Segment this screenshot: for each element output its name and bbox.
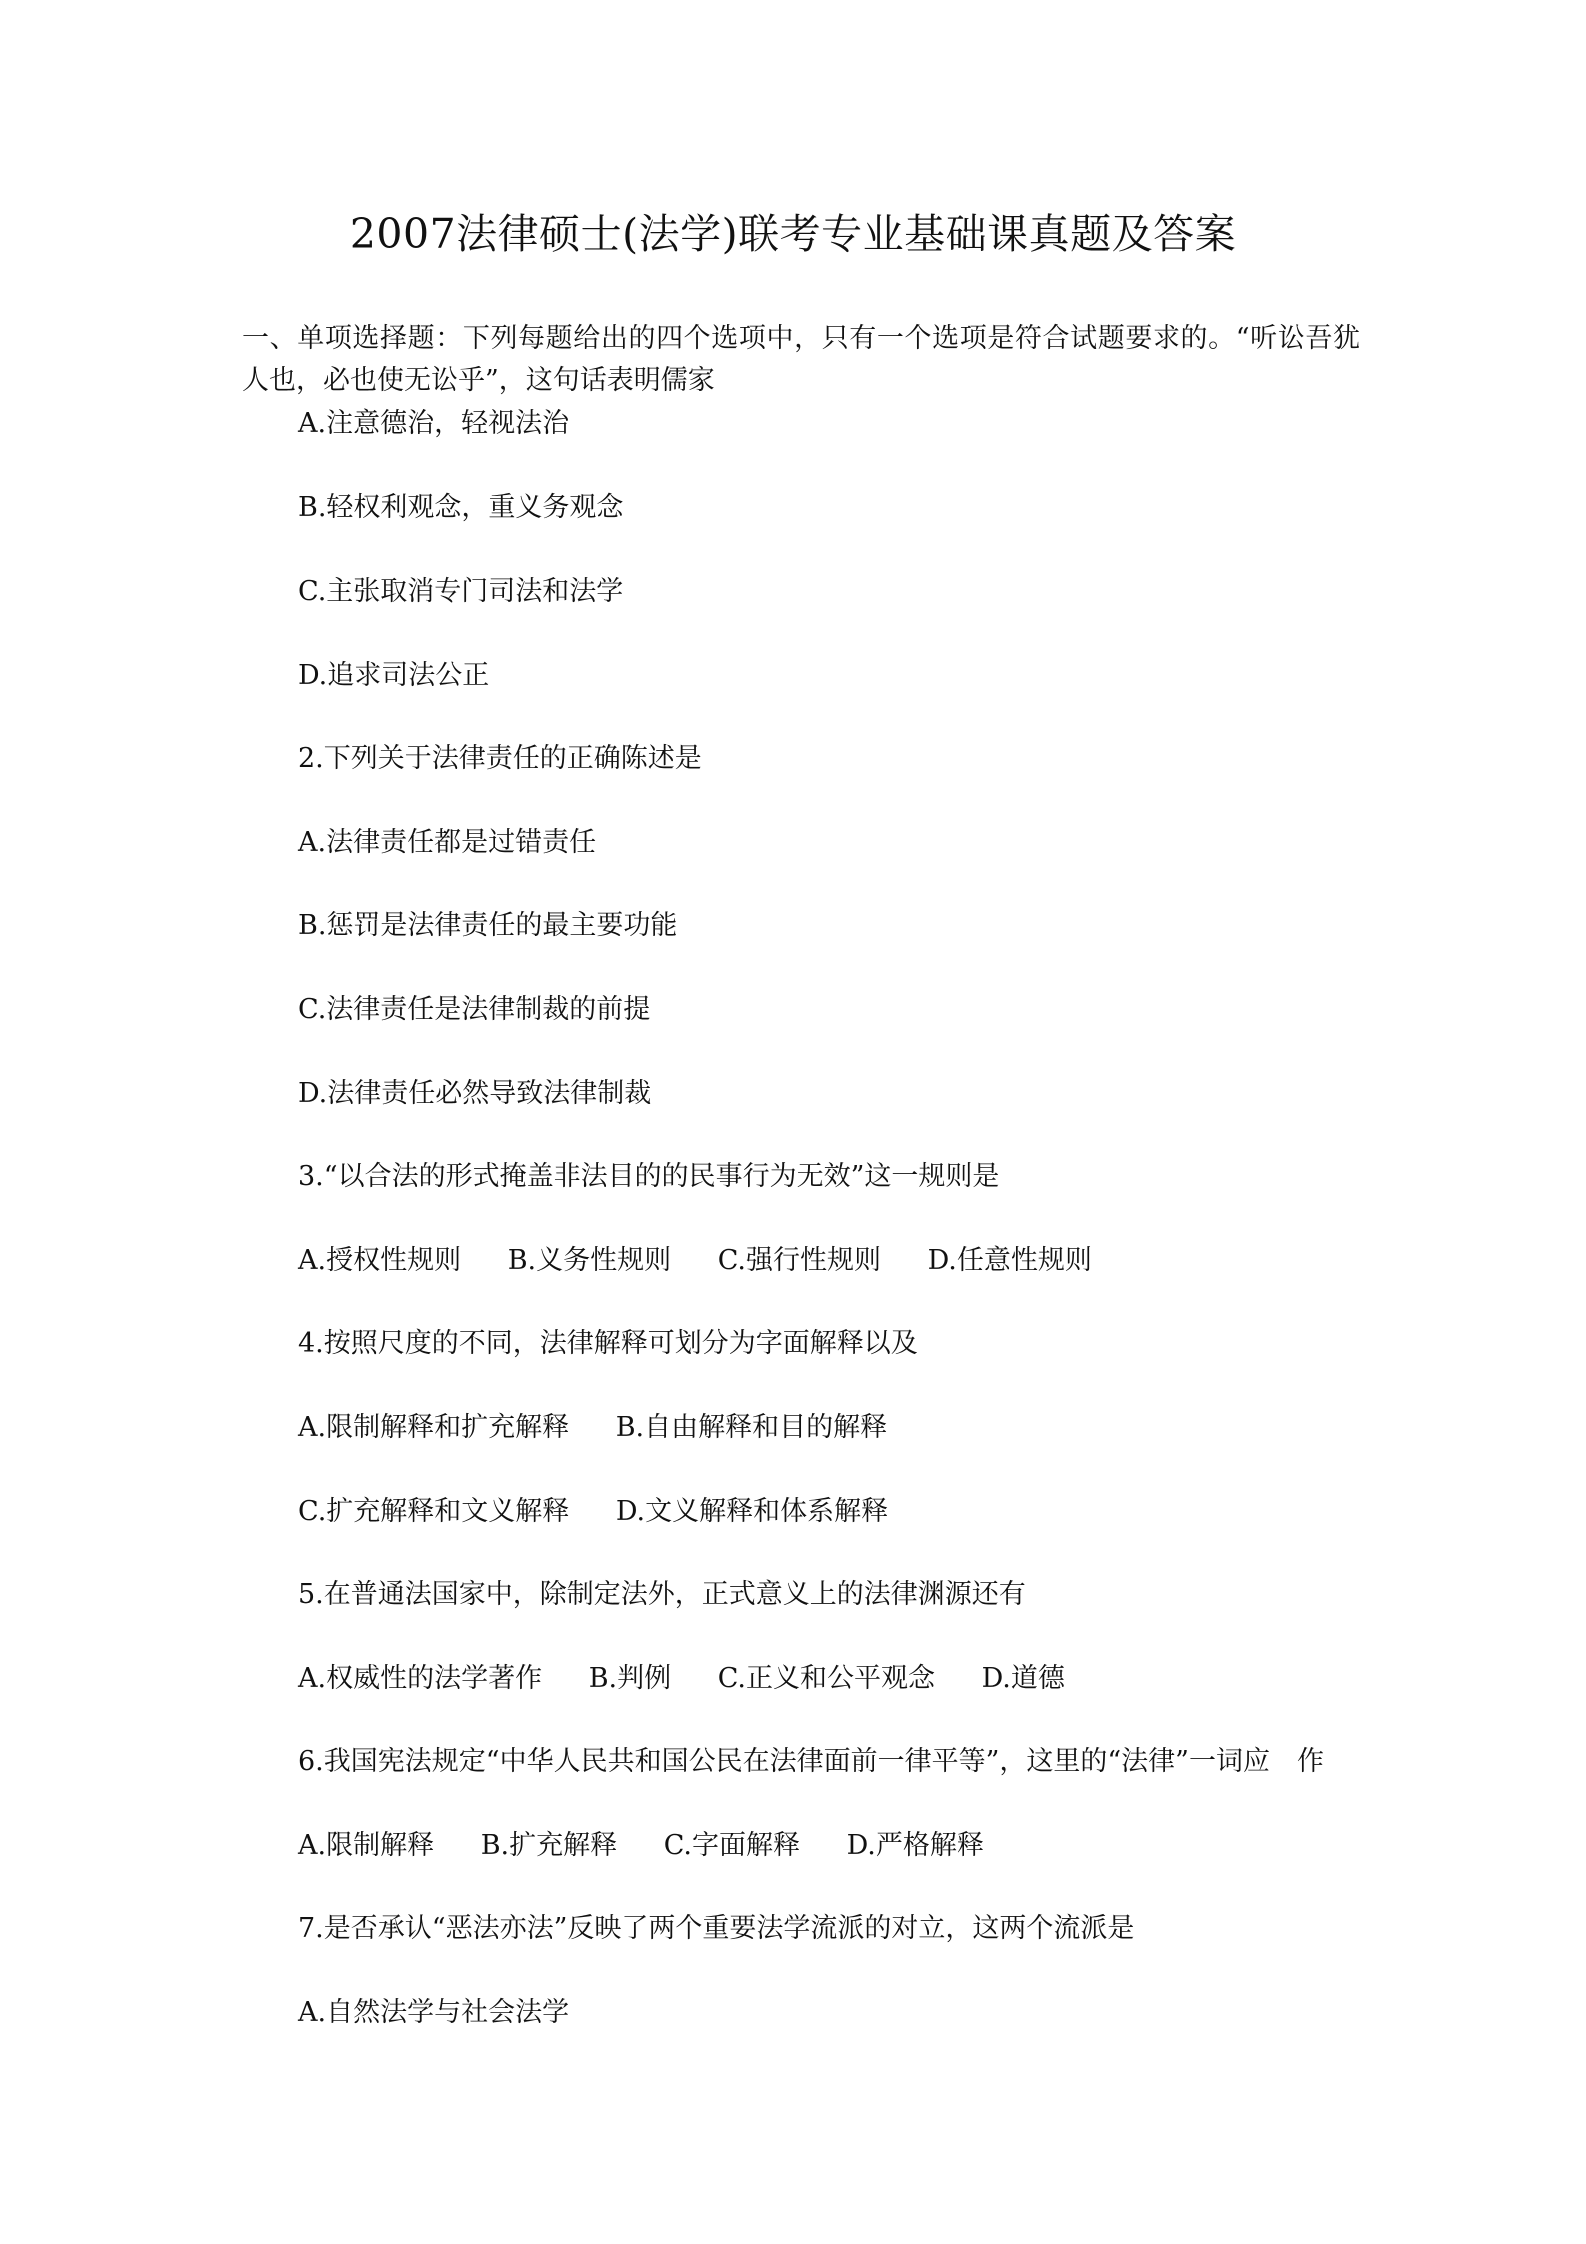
q5-option-a: A.权威性的法学著作 xyxy=(298,1663,543,1694)
q4-options-row-2 xyxy=(298,1494,888,1530)
q1-option-b: B.轻权利观念，重义务观念 xyxy=(298,492,624,523)
q6-option-d: D.严格解释 xyxy=(846,1830,984,1861)
q7-option-a: A.自然法学与社会法学 xyxy=(298,1997,570,2028)
q4-option-d: D.文义解释和体系解释 xyxy=(615,1496,889,1527)
q3-option-a: A.授权性规则 xyxy=(298,1245,462,1276)
document-title: 2007法律硕士(法学)联考专业基础课真题及答案 xyxy=(349,210,1237,258)
q4-options-row-1 xyxy=(298,1410,887,1446)
q6-stem: 6.我国宪法规定“中华人民共和国公民在法律面前一律平等”，这里的“法律”一词应 作 xyxy=(298,1746,1324,1777)
q5-option-d: D.道德 xyxy=(981,1663,1065,1694)
q6-option-a: A.限制解释 xyxy=(298,1830,435,1861)
q6-option-b: B.扩充解释 xyxy=(480,1830,618,1861)
q1-option-a: A.注意德治，轻视法治 xyxy=(298,408,570,439)
q7-stem: 7.是否承认“恶法亦法”反映了两个重要法学流派的对立，这两个流派是 xyxy=(298,1913,1135,1944)
q2-option-c: C.法律责任是法律制裁的前提 xyxy=(298,994,651,1025)
q4-option-c: C.扩充解释和文义解释 xyxy=(298,1496,570,1527)
q4-option-b: B.自由解释和目的解释 xyxy=(615,1412,888,1443)
q4-stem: 4.按照尺度的不同，法律解释可划分为字面解释以及 xyxy=(298,1328,918,1359)
section-intro: 一、单项选择题：下列每题给出的四个选项中，只有一个选项是符合试题要求的。“听讼吾犹人也，必也使无讼乎”，这句话表明儒家 xyxy=(242,323,1360,396)
q3-options-row xyxy=(298,1243,1092,1279)
q2-option-b: B.惩罚是法律责任的最主要功能 xyxy=(298,910,678,941)
q3-stem: 3.“以合法的形式掩盖非法目的的民事行为无效”这一规则是 xyxy=(298,1161,1000,1192)
q5-options-row xyxy=(298,1661,1065,1697)
q3-option-c: C.强行性规则 xyxy=(717,1245,881,1276)
q4-option-a: A.限制解释和扩充解释 xyxy=(298,1412,570,1443)
q2-stem: 2.下列关于法律责任的正确陈述是 xyxy=(298,743,702,774)
q5-stem: 5.在普通法国家中，除制定法外，正式意义上的法律渊源还有 xyxy=(298,1579,1026,1610)
q2-option-a: A.法律责任都是过错责任 xyxy=(298,827,597,858)
q2-option-d: D.法律责任必然导致法律制裁 xyxy=(298,1078,652,1109)
q5-option-b: B.判例 xyxy=(588,1663,672,1694)
q6-option-c: C.字面解释 xyxy=(663,1830,800,1861)
q6-options-row xyxy=(298,1828,984,1864)
q1-option-d: D.追求司法公正 xyxy=(298,660,490,691)
q5-option-c: C.正义和公平观念 xyxy=(717,1663,935,1694)
q1-option-c: C.主张取消专门司法和法学 xyxy=(298,576,624,607)
q3-option-b: B.义务性规则 xyxy=(507,1245,672,1276)
q3-option-d: D.任意性规则 xyxy=(927,1245,1092,1276)
